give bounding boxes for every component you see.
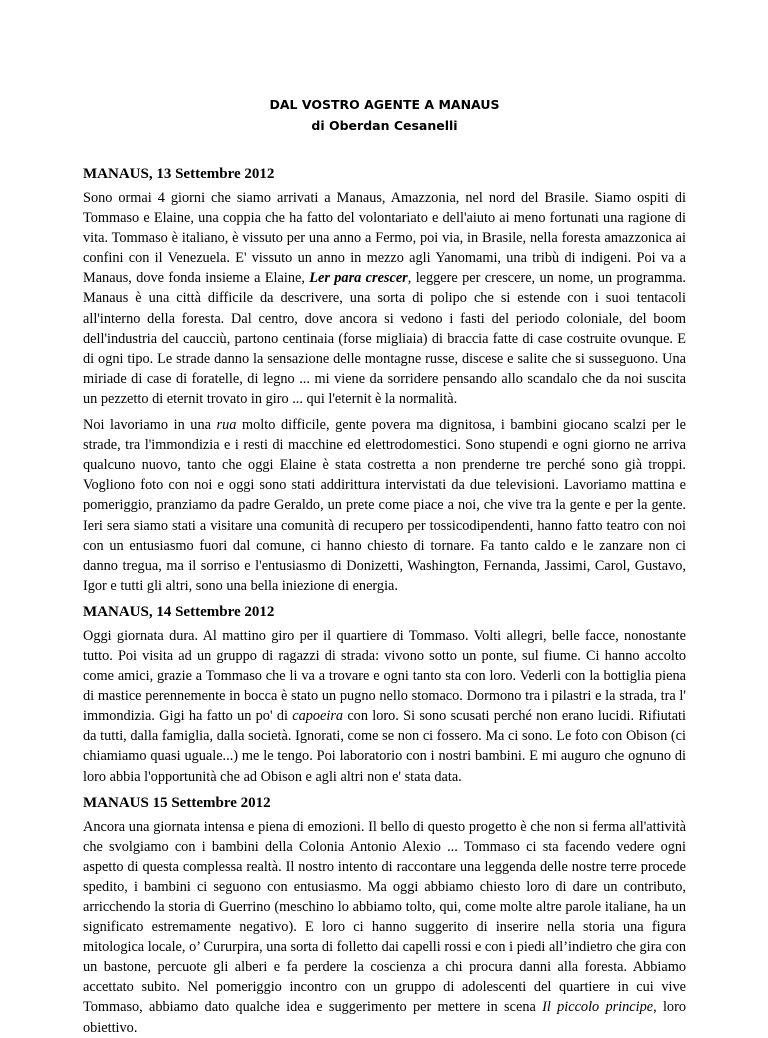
section-heading-13-settembre: MANAUS, 13 Settembre 2012 — [83, 166, 275, 182]
article-byline: di Oberdan Cesanelli — [311, 118, 458, 133]
paragraph-text: , loro obiettivo. — [83, 999, 686, 1036]
paragraph — [83, 415, 686, 596]
emphasis-word: capoeira — [292, 708, 344, 725]
paragraph — [83, 817, 686, 1038]
emphasis-word: rua — [216, 417, 237, 434]
paragraph-text: Noi lavoriamo in una — [83, 417, 217, 434]
section-heading-14-settembre: MANAUS, 14 Settembre 2012 — [83, 603, 275, 620]
paragraph — [83, 626, 686, 787]
paragraph-text: , leggere per crescere, un nome, un programma. Manaus è una città difficile da descrivere, una sorta di polipo che si estende con i suoi tentacoli all'interno della foresta. Dal centro, dove ancora si vedono i fasti del periodo coloniale, del boom dell'industria del caucciù, partono centinaia (forse migliaia) di braccia fatte di case costruite ovunque. E di ogni tipo. Le strade danno la sensazione delle montagne russe, discese e salite che si susseguono. Una miriade di case di foratelle, di legno ... mi viene da sorridere pensando allo scandalo che da noi suscita un pezzetto di eternit trovato in giro ... qui l'eternit è la normalità. — [83, 270, 686, 407]
paragraph — [83, 188, 686, 409]
paragraph-text: molto difficile, gente povera ma dignitosa, i bambini giocano scalzi per le strade, tra l'immondizia e i resti di macchine ed elettrodomestici. Sono stupendi e ogni giorno ne arriva qualcuno nuovo, tanto che oggi Elaine è stata costretta a non prenderne tre perché sono già troppi. Vogliono foto con noi e oggi sono stati addirittura intervistati da due televisioni. Lavoriamo mattina e pomeriggio, pranziamo da padre Geraldo, un prete come piace a noi, che vive tra la gente e per la gente. Ieri sera siamo stati a visitare una comunità di recupero per tossicodipendenti, hanno fatto teatro con noi con un entusiasmo fuori dal comune, ci hanno chiesto di tornare. Fa tanto caldo e le zanzare non ci danno tregua, ma il sorriso e l'entusiasmo di Donizetti, Washington, Fernanda, Jassimi, Carol, Gustavo, Igor e tutti gli altri, sono una bella iniezione di energia. — [83, 417, 686, 594]
title-spacer — [83, 136, 686, 164]
program-name: Ler para crescer — [309, 270, 408, 287]
paragraph-text: Sono ormai 4 giorni che siamo arrivati a Manaus, Amazzonia, nel nord del Brasile. Siamo ospiti di Tommaso e Elaine, una coppia che ha fatto del volontariato e dell'aiuto ai meno fortunati una ragione di vita. Tommaso è italiano, è vissuto per una anno a Fermo, poi via, in Brasile, nella foresta amazzonica ai confini con il Venezuela. E' vissuto un anno in mezzo agli Yanomami, una tribù di indigeni. Poi va a Manaus, dove fonda insieme a Elaine, — [83, 190, 686, 287]
book-title: Il piccolo principe — [542, 999, 654, 1016]
paragraph-text: con loro. Si sono scusati perché non erano lucidi. Rifiutati da tutti, dalla famiglia, dalla società. Ignorati, come se non ci fossero. Ma ci sono. Le foto con Obison (ci chiamiamo quasi uguale...) me le tengo. Poi laboratorio con i nostri bambini. E mi auguro che ognuno di loro abbia l'opportunità che ad Obison e agli altri non e' stata data. — [83, 708, 686, 785]
paragraph-text: Oggi giornata dura. Al mattino giro per il quartiere di Tommaso. Volti allegri, belle facce, nonostante tutto. Poi visita ad un gruppo di ragazzi di strada: vivono sotto un ponte, sul fiume. Ci hanno accolto come amici, grazie a Tommaso che li va a trovare e ogni tanto sta con loro. Vederli con la bottiglia piena di mastice perennemente in bocca è stato un pugno nello stomaco. Dormono tra i pilastri e la strada, tra l' immondizia. Gigi ha fatto un po' di — [83, 627, 686, 725]
paragraph-text: Ancora una giornata intensa e piena di emozioni. Il bello di questo progetto è che non si ferma all'attività che svolgiamo con i bambini della Colonia Antonio Alexio ... Tommaso ci sta facendo vedere ogni aspetto di questa complessa realtà. Il nostro intento di raccontare una leggenda delle nostre terre procede spedito, i bambini ci seguono con entusiasmo. Ma oggi abbiamo chiesto loro di dare un contributo, arricchendo la storia di Guerrino (meschino lo abbiamo tolto, qui, come molte altre parole italiane, ha un significato estremamente negativo). E loro ci hanno suggerito di inserire nella storia una figura mitologica locale, o’ Cururpira, una sorta di folletto dai capelli rossi e con i piedi all’indietro che gira con un bastone, percuote gli alberi e fa perdere la coscienza a chi procura danni alla foresta. Abbiamo accettato subito. Nel pomeriggio incontro con un gruppo di adolescenti del quartiere in cui vive Tommaso, abbiamo dato qualche idea e suggerimento per mettere in scena — [83, 818, 686, 1016]
article-title: DAL VOSTRO AGENTE A MANAUS — [269, 97, 500, 112]
document-page — [83, 84, 686, 1038]
section-heading-15-settembre: MANAUS 15 Settembre 2012 — [83, 794, 271, 811]
